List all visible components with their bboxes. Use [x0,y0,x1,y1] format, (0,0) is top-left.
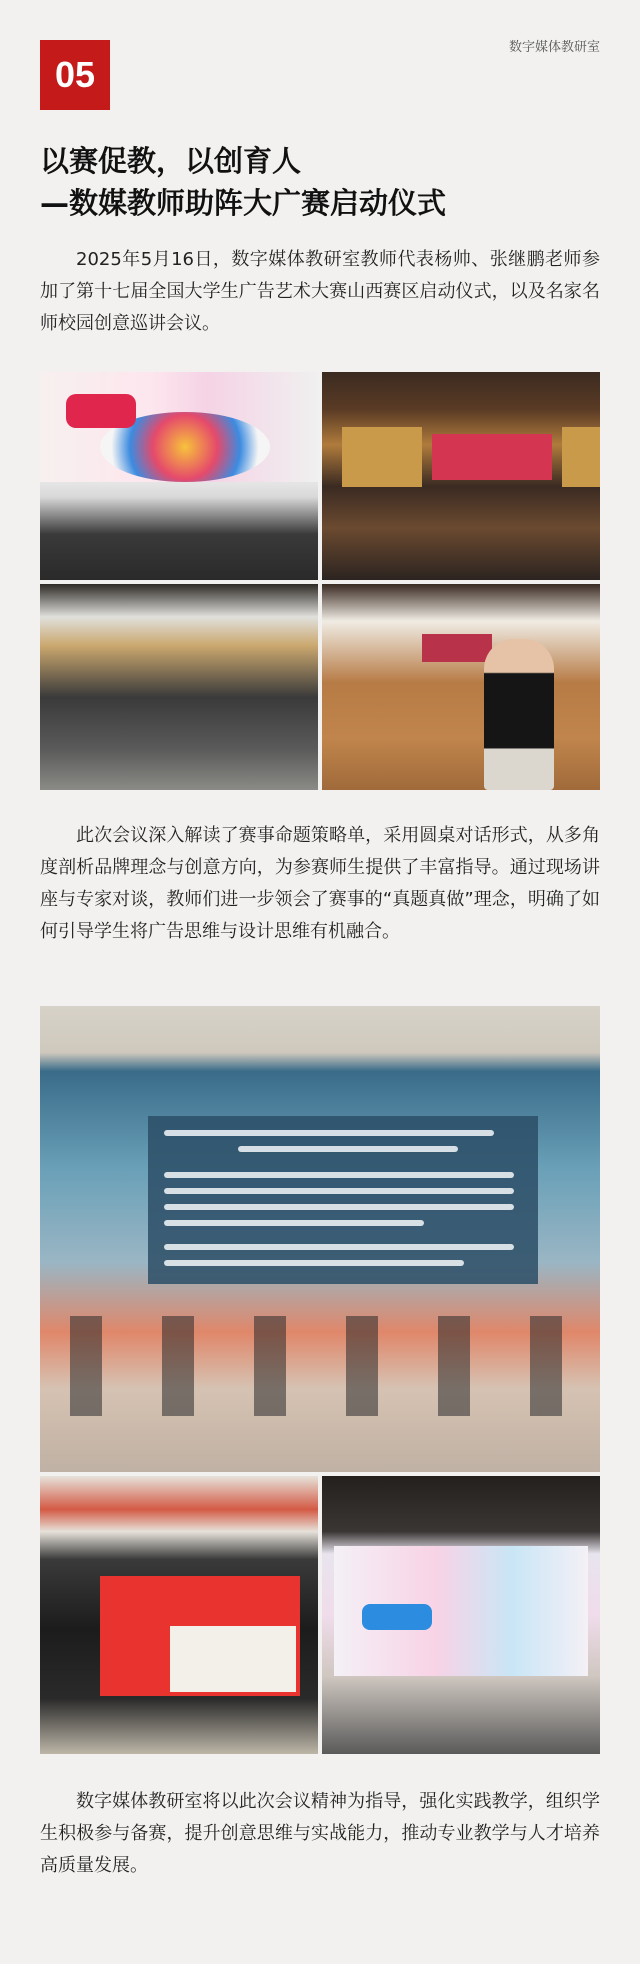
slide-text-line [164,1130,494,1136]
photo-lecture [40,1476,318,1754]
slide-text-line [164,1260,464,1266]
curtain-left [342,427,422,487]
curtain-right [562,427,600,487]
panel-speakers [40,1316,600,1416]
page-title [40,140,600,224]
title-line-2: —数媒教师助阵大广赛启动仪式 [40,186,447,220]
slide-text-line [238,1146,458,1152]
closing-paragraph: 数字媒体教研室将以此次会议精神为指导，强化实践教学，组织学生积极参与备赛，提升创意思维与实战能力，推动专业教学与人才培养高质量发展。 [40,1791,600,1876]
slide-text-line [164,1172,514,1178]
presentation-slide [148,1116,538,1284]
slide-text-line [164,1188,514,1194]
header-label: 数字媒体教研室 [508,40,600,55]
photo-teacher-standing [322,584,600,790]
intro-paragraph: 2025年5月16日，数字媒体教研室教师代表杨帅、张继鹏老师参加了第十七届全国大学生广告艺术大赛山西赛区启动仪式，以及名家名师校园创意巡讲会议。 [40,249,600,334]
photo-roundtable [40,1006,600,1472]
photo-hall-wide [322,372,600,580]
section-number-badge: 05 [40,40,110,110]
photo-panel-stage [322,1476,600,1754]
middle-paragraph: 此次会议深入解读了赛事命题策略单，采用圆桌对话形式，从多角度剖析品牌理念与创意方向，为参赛师生提供了丰富指导。通过现场讲座与专家对谈，教师们进一步领会了赛事的“真题真做”理念，明确了如何引导学生将广告思维与设计思维有机融合。 [40,825,600,942]
event-logo [66,394,136,428]
photo-audience [40,584,318,790]
slide-text-line [164,1204,514,1210]
slide-text-line [164,1244,514,1250]
event-logo [362,1604,432,1630]
stage-backdrop [432,434,552,480]
slide-text-line [164,1220,424,1226]
photo-stage-panel [40,372,318,580]
title-line-1: 以赛促教，以创育人 [40,144,302,178]
backdrop-board [422,634,492,662]
teacher-figure [484,639,554,790]
lecture-slide [170,1626,296,1692]
